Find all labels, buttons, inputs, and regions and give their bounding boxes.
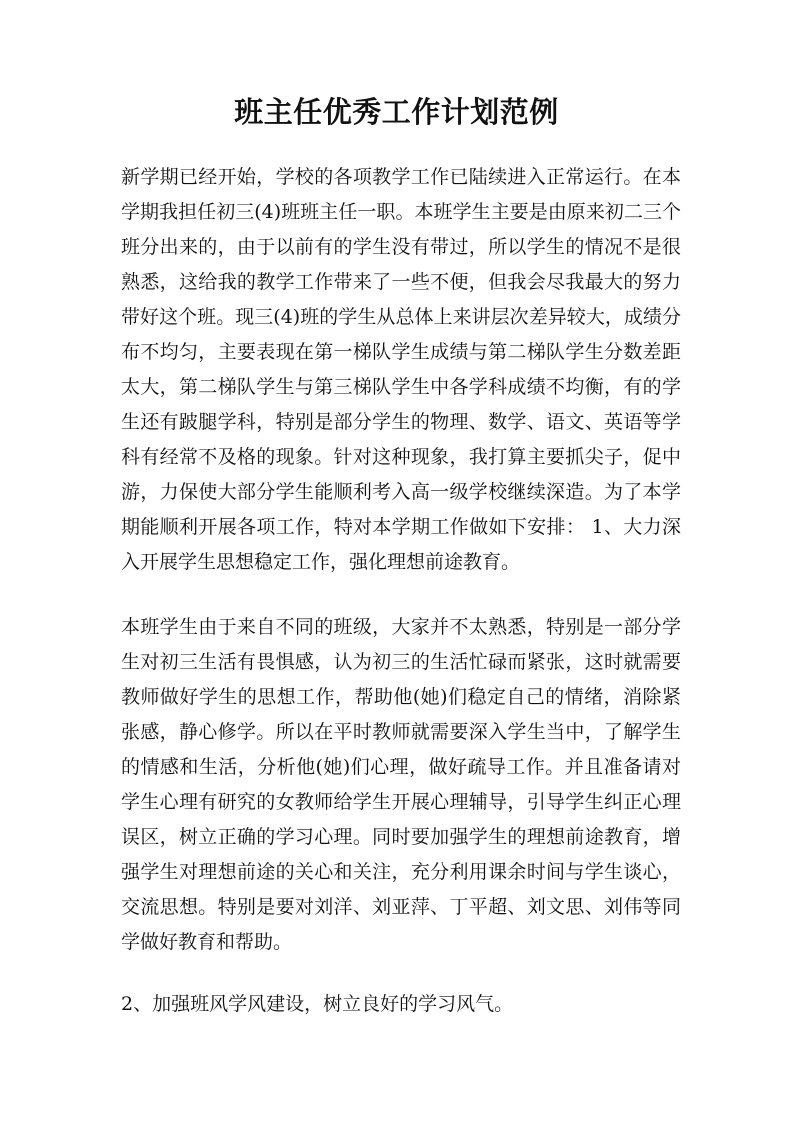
- document-title: 班主任优秀工作计划范例: [234, 95, 559, 129]
- paragraph-intro: 新学期已经开始，学校的各项教学工作已陆续进入正常运行。在本学期我担任初三(4)班班主任一职。本班学生主要是由原来初二三个班分出来的，由于以前有的学生没有带过，所以学生的情况不是很熟悉，这给我的教学工作带来了一些不便，但我会尽我最大的努力带好这个班。现三(4)班的学生从总体上来讲层次差异较大，成绩分布不均匀，主要表现在第一梯队学生成绩与第二梯队学生分数差距太大，第二梯队学生与第三梯队学生中各学科成绩不均衡，有的学生还有跛腿学科，特别是部分学生的物理、数学、语文、英语等学科有经常不及格的现象。针对这种现象，我打算主要抓尖子，促中游，力保使大部分学生能顺利考入高一级学校继续深造。为了本学期能顺利开展各项工作，特对本学期工作做如下安排： 1、大力深入开展学生思想稳定工作，强化理想前途教育。: [121, 166, 681, 573]
- paragraph-student-thought: 本班学生由于来自不同的班级，大家并不太熟悉，特别是一部分学生对初三生活有畏惧感，认为初三的生活忙碌而紧张，这时就需要教师做好学生的思想工作，帮助他(她)们稳定自己的情绪，消除紧张感，静心修学。所以在平时教师就需要深入学生当中，了解学生的情感和生活，分析他(她)们心理，做好疏导工作。并且准备请对学生心理有研究的女教师给学生开展心理辅导，引导学生纠正心理误区，树立正确的学习心理。同时要加强学生的理想前途教育，增强学生对理想前途的关心和关注，充分利用课余时间与学生谈心，交流思想。特别是要对刘洋、刘亚萍、丁平超、刘文思、刘伟等同学做好教育和帮助。: [121, 616, 681, 953]
- paragraph-section-2-heading: 2、加强班风学风建设，树立良好的学习风气。: [121, 993, 514, 1015]
